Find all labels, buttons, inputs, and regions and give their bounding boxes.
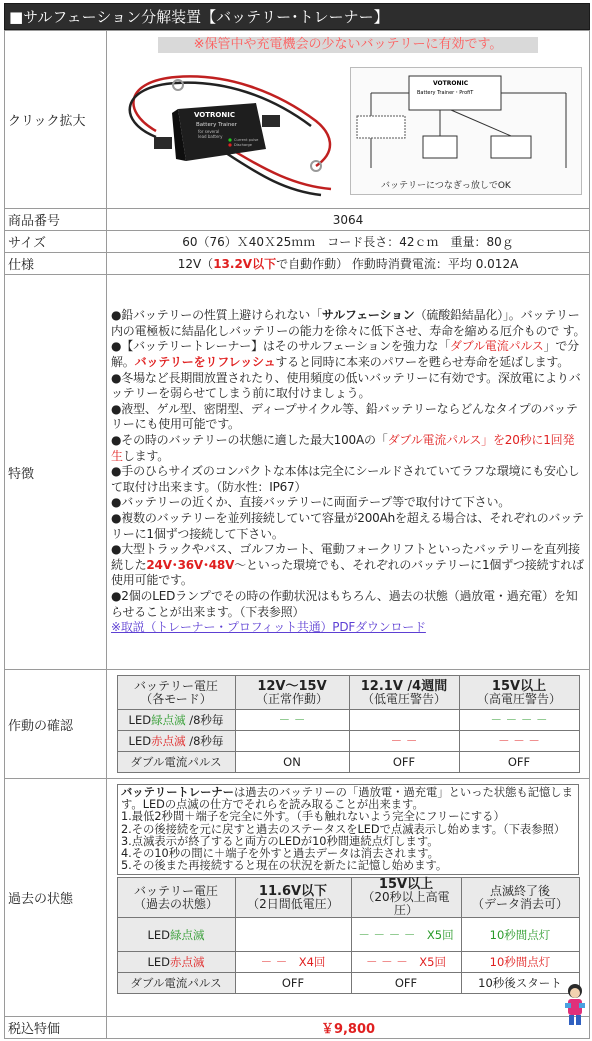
spec-part-a: 12V（ <box>177 257 214 271</box>
feature-10: ●2個のLEDランプでその時の作動状況はもちろん、過去の状態（過放電・過充電）を知らせることが出来ます。（下表参照） <box>111 588 578 619</box>
label-size: サイズ <box>5 231 107 253</box>
op-r3-v2: OFF <box>349 752 459 773</box>
product-no-value: 3064 <box>107 209 590 231</box>
op-r3-label: ダブル電流パルス <box>117 752 235 773</box>
size-value: 60（76）Ｘ40Ｘ25ｍｍ コード長さ：42ｃｍ 重量：80ｇ <box>107 231 590 253</box>
image-cell <box>107 31 590 209</box>
feature-6: ●手のひらサイズのコンパクトな本体は完全にシールドされていてラフな環境にも安心して取付け出来ます。（防水性：IP67） <box>111 464 580 494</box>
past-r2-v3: 10秒間点灯 <box>461 952 579 973</box>
feature-7: ●バッテリーの近くか、直接バッテリーに両面テープ等で取付けて下さい。 <box>111 495 511 510</box>
past-h3: 点滅終了後 （データ消去可） <box>461 878 579 918</box>
past-r1-label: LED緑点滅 <box>117 918 235 952</box>
features-text <box>107 275 590 670</box>
product-table <box>4 30 590 1039</box>
device-photo[interactable] <box>116 71 346 199</box>
feature-2-refresh: バッテリーをリフレッシュ <box>134 355 276 370</box>
device-ind1: Current pulse <box>234 138 259 142</box>
op-h3: 15V以上 （高電圧警告） <box>459 676 579 710</box>
past-h1: 11.6V以下 （2日間低電圧） <box>235 878 351 918</box>
op-r1-v3: － － － － <box>459 710 579 731</box>
past-h2: 15V以上 （20秒以上高電圧） <box>351 878 461 918</box>
past-table <box>117 877 580 994</box>
feature-2a: ●【バッテリートレーナー】はそのサルフェーションを強力な「 <box>111 339 450 354</box>
feature-3: ●冬場など長期間放置されたり、使用頻度の低いバッテリーに有効です。深放電によりバッテリーを弱らせてしまう前に取付けましょう。 <box>111 370 581 401</box>
past-description <box>117 784 579 875</box>
device-ind2: Discharge <box>234 143 253 147</box>
op-h2: 12.1V /4週間 （低電圧警告） <box>349 676 459 710</box>
op-r3-v3: OFF <box>459 752 579 773</box>
op-h1: 12V～15V （正常作動） <box>235 676 349 710</box>
feature-9c: ～といった環境でも、それぞれのバッテリーに1個ずつ接続すれば使用可能です。 <box>111 557 584 588</box>
feature-5c: します。 <box>122 448 170 463</box>
label-product-no: 商品番号 <box>5 209 107 231</box>
op-h0: バッテリー電圧 （各モード） <box>117 676 235 710</box>
feature-1a: ●鉛バッテリーの性質上避けられない「 <box>111 308 322 323</box>
past-r2-v2: － － － X5回 <box>351 952 461 973</box>
past-h0: バッテリー電圧 （過去の状態） <box>117 878 235 918</box>
op-r1-label: LED緑点滅 /8秒毎 <box>117 710 235 731</box>
past-r3-v1: OFF <box>235 973 351 994</box>
past-step-4: 4.その10秒の間に＋端子を外すと過去データは消去されます。 <box>121 847 439 861</box>
manual-pdf-link[interactable]: ※取説（トレーナー・プロフィット共通）PDFダウンロード <box>111 620 426 635</box>
past-r3-label: ダブル電流パルス <box>117 973 235 994</box>
op-r3-v1: ON <box>235 752 349 773</box>
past-r2-v1: － － X4回 <box>235 952 351 973</box>
product-page <box>4 3 590 1039</box>
op-r2-v2: － － <box>349 731 459 752</box>
spec-value <box>107 253 590 275</box>
past-step-1: 1.最低2秒間＋端子を完全に外す。（手も触れないよう完全にフリーにする） <box>121 810 505 824</box>
device-sub1: for several <box>198 129 220 134</box>
op-r2-v1 <box>235 731 349 752</box>
mascot-icon <box>560 981 590 1029</box>
page-title: ■サルフェーション分解装置【バッテリー･トレーナー】 <box>4 3 590 30</box>
storage-notice: ※保管中や充電機会の少ないバッテリーに有効です。 <box>158 37 538 53</box>
past-r2-label: LED赤点滅 <box>117 952 235 973</box>
price-cell <box>107 1017 590 1039</box>
spec-threshold: 13.2V以下 <box>213 257 277 271</box>
diagram-caption: バッテリーにつなぎっ放しでOK <box>381 181 511 191</box>
label-features: 特徴 <box>5 275 107 670</box>
past-step-5: 5.その後また再接続すると現在の状況を新たに記憶し始めます。 <box>121 859 448 873</box>
label-price: 税込特価 <box>5 1017 107 1039</box>
label-operation: 作動の確認 <box>5 670 107 779</box>
op-r1-v1: － － <box>235 710 349 731</box>
feature-9a: ●大型トラックやバス、ゴルフカート、電動フォークリフトといったバッテリーを直列接続した <box>111 542 580 572</box>
past-r1-v3: 10秒間点灯 <box>461 918 579 952</box>
past-r1-v1 <box>235 918 351 952</box>
past-step-3: 3.点滅表示が終了すると両方のLEDが10秒間連続点灯します。 <box>121 834 439 848</box>
device-sub2: lead battery <box>198 134 223 139</box>
device-model: Battery Trainer <box>196 122 237 128</box>
spec-part-c: で自動作動） 作動時消費電流：平均 0.012A <box>276 257 519 271</box>
feature-2-pulse: ダブル電流パルス <box>450 339 544 354</box>
feature-1-keyword: サルフェーション <box>321 308 415 323</box>
feature-8: ●複数のバッテリーを並列接続していて容量が200Ahを超える場合は、それぞれのバッテリーに1個ずつ接続して下さい。 <box>111 510 584 541</box>
op-r2-v3: － － － <box>459 731 579 752</box>
feature-5-pulse: ダブル電流パルス」を20秒に1回発生 <box>111 433 575 463</box>
past-r3-v2: OFF <box>351 973 461 994</box>
past-intro: は過去のバッテリーの「過放電・過充電」といった状態も記憶します。LEDの点滅の仕方でそれらを読み取ることが出来ます。 <box>121 786 573 812</box>
feature-5a: ●その時のバッテリーの状態に適した最大100Aの「 <box>111 433 388 448</box>
past-r3-v3: 10秒後スタート <box>461 973 579 994</box>
past-cell <box>107 779 590 1017</box>
label-past: 過去の状態 <box>5 779 107 1017</box>
op-r2-label: LED赤点滅 /8秒毎 <box>117 731 235 752</box>
price-value: ￥9,800 <box>320 1022 376 1037</box>
operation-cell <box>107 670 590 779</box>
label-spec: 仕様 <box>5 253 107 275</box>
operation-table <box>117 675 580 773</box>
feature-1c: （硫酸鉛結晶化）」。バッテリー内の電極板に結晶化しバッテリーの能力を徐々に低下させ、寿命を縮める厄介もので す。 <box>111 308 586 338</box>
past-r1-v2: － － － － X5回 <box>351 918 461 952</box>
feature-4: ●液型、ゲル型、密閉型、ディープサイクル等、鉛バッテリーならどんなタイプのバッテリーにも使用可能です。 <box>111 401 578 432</box>
past-brand: バッテリートレーナー <box>121 786 234 799</box>
op-r1-v2 <box>349 710 459 731</box>
wiring-diagram[interactable] <box>350 67 582 195</box>
diagram-model: Battery Trainer・ProfiT <box>417 90 474 96</box>
diagram-brand: VOTRONIC <box>433 80 469 87</box>
past-step-2: 2.その後接続を元に戻すと過去のステータスをLEDで点滅表示し始めます。（下表参照） <box>121 822 566 836</box>
device-brand: VOTRONIC <box>194 111 235 119</box>
feature-2e: すると同時に本来のパワーを甦らせ寿命を延ばします。 <box>275 355 570 370</box>
feature-2c: 」で分解。 <box>111 339 579 370</box>
label-enlarge: クリック拡大 <box>5 31 107 209</box>
feature-9-voltages: 24V･36V･48V <box>146 557 235 572</box>
